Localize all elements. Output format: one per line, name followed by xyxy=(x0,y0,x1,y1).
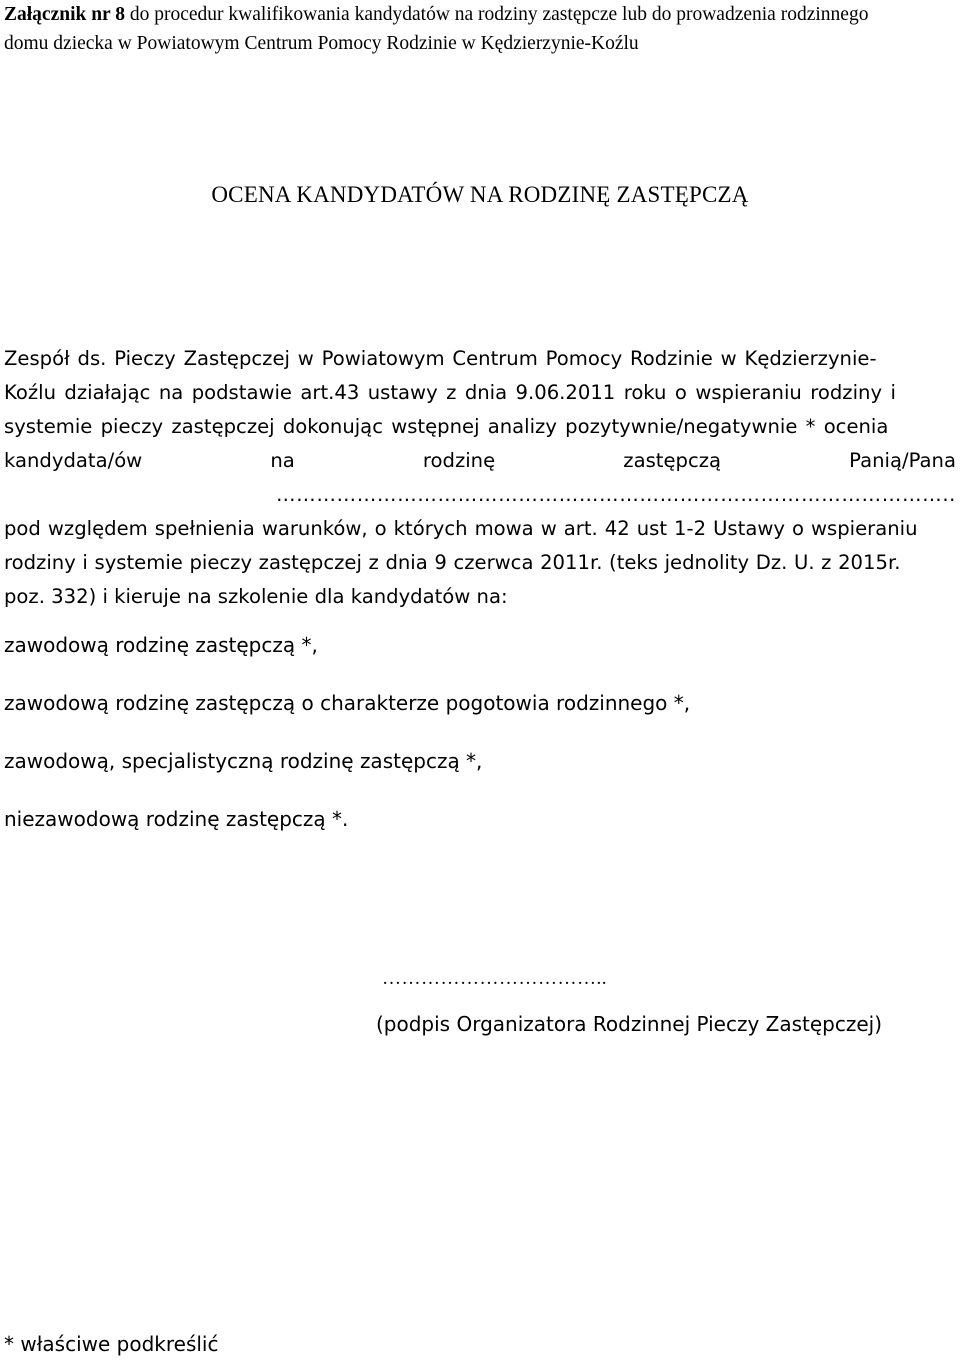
name-fill-line: ……………………………………………………………………………………….. xyxy=(275,483,956,506)
signature-line: …………………………….. xyxy=(382,968,607,989)
word-pania-pana: Panią/Pana xyxy=(849,449,956,472)
word-zastepcza: zastępczą xyxy=(623,449,722,472)
word-candidate: kandydata/ów xyxy=(4,449,143,472)
paragraph-line-7: rodziny i systemie pieczy zastępczej z dnia 9 czerwca 2011r. (teks jednolity Dz. U. z 2015r. xyxy=(4,551,901,574)
document-title: OCENA KANDYDATÓW NA RODZINĘ ZASTĘPCZĄ xyxy=(211,182,749,207)
header-line-1 xyxy=(4,0,952,29)
option-professional-family: zawodową rodzinę zastępczą *, xyxy=(4,633,318,657)
option-specialist-family: zawodową, specjalistyczną rodzinę zastępczą *, xyxy=(4,749,483,773)
paragraph-line-3: systemie pieczy zastępczej dokonując wstępnej analizy pozytywnie/negatywnie * ocenia xyxy=(4,415,889,438)
annex-number: Załącznik nr 8 xyxy=(4,4,125,25)
signature-label: (podpis Organizatora Rodzinnej Pieczy Zastępczej) xyxy=(376,1012,883,1036)
option-non-professional-family: niezawodową rodzinę zastępczą *. xyxy=(4,807,349,831)
footnote: * właściwe podkreślić xyxy=(4,1332,219,1356)
paragraph-line-8: poz. 332) i kieruje na szkolenie dla kandydatów na: xyxy=(4,585,508,608)
word-na: na xyxy=(270,449,295,472)
header-line-2: domu dziecka w Powiatowym Centrum Pomocy Rodzinie w Kędzierzynie-Koźlu xyxy=(4,33,639,54)
paragraph-line-1: Zespół ds. Pieczy Zastępczej w Powiatowym Centrum Pomocy Rodzinie w Kędzierzynie- xyxy=(4,347,877,370)
document-header xyxy=(4,0,952,58)
option-emergency-family: zawodową rodzinę zastępczą o charakterze pogotowia rodzinnego *, xyxy=(4,691,691,715)
paragraph-line-4 xyxy=(4,444,956,478)
word-rodzine: rodzinę xyxy=(422,449,496,472)
family-type-options xyxy=(4,630,956,862)
paragraph-line-2: Koźlu działając na podstawie art.43 ustawy z dnia 9.06.2011 roku o wspieraniu rodziny i xyxy=(4,381,896,404)
assessment-paragraph xyxy=(4,342,956,614)
header-line-1-text: do procedur kwalifikowania kandydatów na rodziny zastępcze lub do prowadzenia rodzinnego xyxy=(125,4,869,25)
paragraph-line-6: pod względem spełnienia warunków, o których mowa w art. 42 ust 1-2 Ustawy o wspieraniu xyxy=(4,517,918,540)
